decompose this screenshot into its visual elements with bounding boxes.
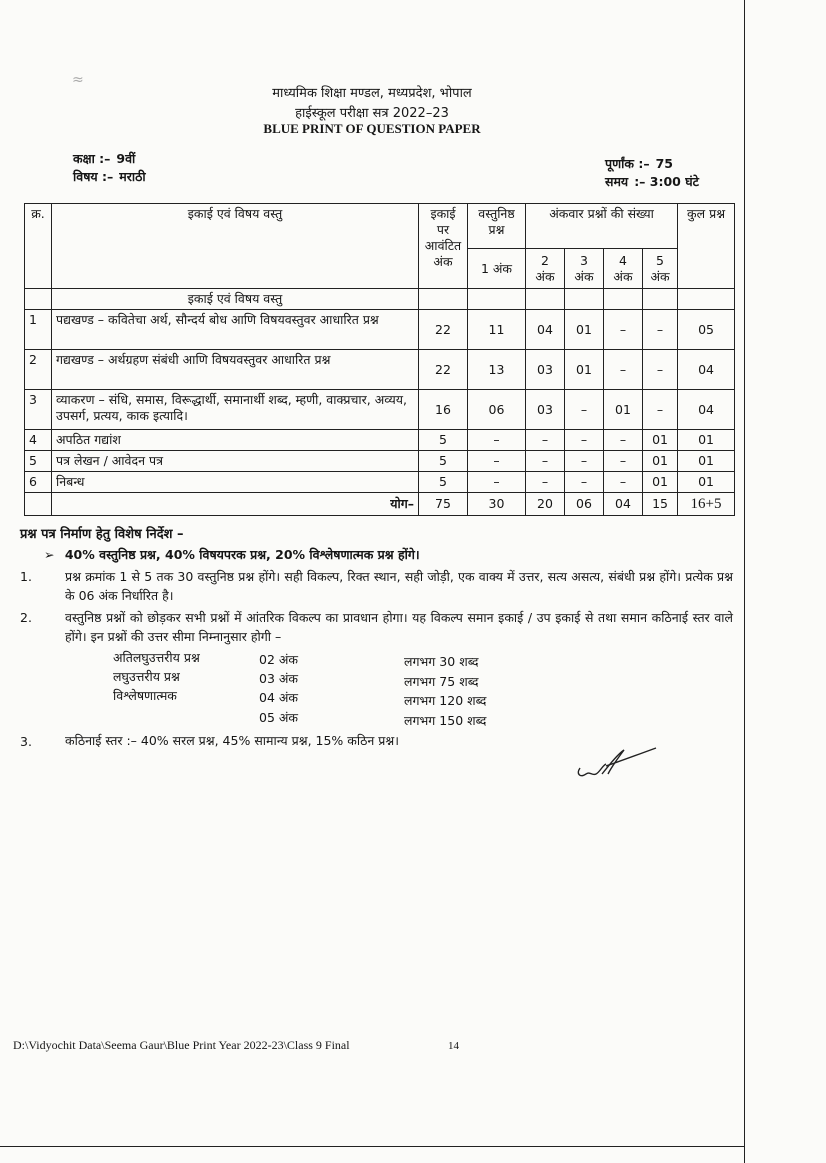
totals-marks: 75: [419, 493, 468, 516]
row-unit: पद्यखण्ड – कवितेचा अर्थ, सौन्दर्य बोध आणि विषयवस्तुवर आधारित प्रश्न: [52, 310, 419, 350]
col-header-unit: इकाई एवं विषय वस्तु: [52, 204, 419, 289]
col-header-allotted: इकाई पर आवंटित अंक: [419, 204, 468, 289]
limit-words: लगभग 75 शब्द: [404, 674, 479, 689]
limit-words: लगभग 120 शब्द: [404, 693, 487, 708]
point-1-text: प्रश्न क्रमांक 1 से 5 तक 30 वस्तुनिष्ठ प्रश्न होंगे। सही विकल्प, रिक्त स्थान, सही जोड़ी, एक वाक्य में उत्तर, सत्य असत्य, संबंधी प्रश्न होंगे। प्रत्येक प्रश्न के 06 अंक निर्धारित है।: [65, 569, 733, 603]
row-2-mark: 04: [526, 310, 565, 350]
col-header-markwise: अंकवार प्रश्नों की संख्या: [526, 204, 678, 249]
totals-5-mark: 15: [643, 493, 678, 516]
col-header-4-mark: 4 अंक: [604, 249, 643, 289]
limit-type: अतिलघुउत्तरीय प्रश्न: [113, 650, 200, 665]
point-2-number: 2.: [20, 610, 32, 625]
row-4-mark: 01: [604, 390, 643, 430]
point-2-text: वस्तुनिष्ठ प्रश्नों को छोड़कर सभी प्रश्नों में आंतरिक विकल्प का प्रावधान होगा। यह विकल्प समान इकाई / उप इकाई से तथा समान कठिनाई स्तर वाले होंगे। इन प्रश्नों की उत्तर सीमा निम्नानुसार होगी –: [65, 610, 733, 644]
row-objective: 13: [468, 350, 526, 390]
marks-line: [605, 155, 673, 172]
row-sr: 2: [25, 350, 52, 390]
col-header-1-mark: 1 अंक: [468, 249, 526, 289]
row-total: 04: [678, 350, 735, 390]
row-objective: 06: [468, 390, 526, 430]
page-edge-horizontal: [0, 1146, 744, 1147]
class-line: [73, 150, 135, 167]
row-total: 04: [678, 390, 735, 430]
totals-total: 16+5: [678, 493, 735, 516]
row-objective: 11: [468, 310, 526, 350]
row-5-mark: –: [643, 310, 678, 350]
row-2-mark: –: [526, 430, 565, 451]
row-sr: 6: [25, 472, 52, 493]
row-4-mark: –: [604, 451, 643, 472]
row-3-mark: –: [565, 430, 604, 451]
col-header-sr: क्र.: [25, 204, 52, 289]
footer-file-path: D:\Vidyochit Data\Seema Gaur\Blue Print Year 2022-23\Class 9 Final: [13, 1038, 350, 1052]
row-4-mark: –: [604, 472, 643, 493]
totals-3-mark: 06: [565, 493, 604, 516]
marks-label: पूर्णांक :–: [605, 156, 650, 171]
limit-words: लगभग 30 शब्द: [404, 654, 479, 669]
point-3-number: 3.: [20, 734, 32, 749]
row-2-mark: –: [526, 472, 565, 493]
row-3-mark: 01: [565, 350, 604, 390]
col-header-total: कुल प्रश्न: [678, 204, 735, 289]
class-value: 9वीं: [116, 151, 136, 166]
row-marks: 5: [419, 451, 468, 472]
blueprint-table: [24, 203, 735, 516]
row-5-mark: 01: [643, 472, 678, 493]
signature: [572, 744, 662, 786]
row-marks: 22: [419, 310, 468, 350]
class-label: कक्षा :–: [73, 151, 111, 166]
row-3-mark: –: [565, 451, 604, 472]
row-unit: अपठित गद्यांश: [52, 430, 419, 451]
bullet-point: [44, 547, 420, 563]
row-objective: –: [468, 472, 526, 493]
table-totals-row: [25, 493, 735, 516]
time-label: समय: [605, 174, 629, 189]
row-marks: 5: [419, 472, 468, 493]
row-total: 01: [678, 430, 735, 451]
row-4-mark: –: [604, 350, 643, 390]
limit-marks: 02 अंक: [259, 652, 299, 667]
row-4-mark: –: [604, 430, 643, 451]
row-sr: 4: [25, 430, 52, 451]
totals-4-mark: 04: [604, 493, 643, 516]
row-sr: 1: [25, 310, 52, 350]
row-2-mark: 03: [526, 350, 565, 390]
limit-marks: 03 अंक: [259, 671, 299, 686]
subject-line: [73, 168, 146, 185]
row-3-mark: –: [565, 390, 604, 430]
col-header-objective: वस्तुनिष्ठ प्रश्न: [468, 204, 526, 249]
limit-marks: 04 अंक: [259, 690, 299, 705]
row-5-mark: 01: [643, 451, 678, 472]
row-2-mark: –: [526, 451, 565, 472]
limit-words: लगभग 150 शब्द: [404, 713, 487, 728]
instructions-heading: प्रश्न पत्र निर्माण हेतु विशेष निर्देश –: [20, 527, 184, 542]
table-row: [25, 310, 735, 350]
row-unit: व्याकरण – संधि, समास, विरूद्धार्थी, समानार्थी शब्द, म्हणी, वाक्प्रचार, अव्यय, उपसर्ग, प्रत्यय, काक इत्यादि।: [52, 390, 419, 430]
row-total: 01: [678, 472, 735, 493]
row-total: 01: [678, 451, 735, 472]
subject-value: मराठी: [119, 169, 146, 184]
point-1-number: 1.: [20, 569, 32, 584]
row-total: 05: [678, 310, 735, 350]
board-name: माध्यमिक शिक्षा मण्डल, मध्यप्रदेश, भोपाल: [272, 86, 472, 101]
row-marks: 22: [419, 350, 468, 390]
row-sr: 5: [25, 451, 52, 472]
row-unit: पत्र लेखन / आवेदन पत्र: [52, 451, 419, 472]
row-marks: 5: [419, 430, 468, 451]
table-unit-subheader-row: [25, 289, 735, 310]
row-objective: –: [468, 430, 526, 451]
table-row: [25, 472, 735, 493]
row-3-mark: –: [565, 472, 604, 493]
row-5-mark: –: [643, 390, 678, 430]
row-unit: निबन्ध: [52, 472, 419, 493]
scan-smudge: ≈: [72, 72, 84, 88]
exam-session: हाईस्कूल परीक्षा सत्र 2022–23: [295, 106, 449, 121]
time-value: :– 3:00 घंटे: [634, 174, 699, 189]
subject-label: विषय :–: [73, 169, 114, 184]
row-sr: 3: [25, 390, 52, 430]
row-5-mark: –: [643, 350, 678, 390]
bullet-text: 40% वस्तुनिष्ठ प्रश्न, 40% विषयपरक प्रश्न, 20% विश्लेषणात्मक प्रश्न होंगे।: [64, 547, 420, 562]
col-header-2-mark: 2 अंक: [526, 249, 565, 289]
totals-label: योग–: [52, 493, 419, 516]
table-row: [25, 451, 735, 472]
limit-marks: 05 अंक: [259, 710, 299, 725]
point-3-text: कठिनाई स्तर :– 40% सरल प्रश्न, 45% सामान्य प्रश्न, 15% कठिन प्रश्न।: [65, 733, 399, 748]
table-row: [25, 390, 735, 430]
row-objective: –: [468, 451, 526, 472]
row-4-mark: –: [604, 310, 643, 350]
totals-objective: 30: [468, 493, 526, 516]
page-edge-vertical: [744, 0, 745, 1163]
time-line: [605, 173, 699, 190]
table-header-row: [25, 204, 735, 249]
row-unit: गद्यखण्ड – अर्थग्रहण संबंधी आणि विषयवस्तुवर आधारित प्रश्न: [52, 350, 419, 390]
col-header-3-mark: 3 अंक: [565, 249, 604, 289]
row-2-mark: 03: [526, 390, 565, 430]
unit-subheader: इकाई एवं विषय वस्तु: [52, 289, 419, 310]
table-row: [25, 350, 735, 390]
page-number: 14: [448, 1040, 459, 1052]
limit-type: विश्लेषणात्मक: [113, 688, 177, 703]
limit-type: लघुउत्तरीय प्रश्न: [113, 669, 180, 684]
row-5-mark: 01: [643, 430, 678, 451]
totals-2-mark: 20: [526, 493, 565, 516]
row-3-mark: 01: [565, 310, 604, 350]
arrow-icon: ➢: [44, 547, 55, 562]
col-header-5-mark: 5 अंक: [643, 249, 678, 289]
marks-value: 75: [655, 156, 673, 171]
row-marks: 16: [419, 390, 468, 430]
table-row: [25, 430, 735, 451]
document-title: BLUE PRINT OF QUESTION PAPER: [263, 121, 481, 136]
